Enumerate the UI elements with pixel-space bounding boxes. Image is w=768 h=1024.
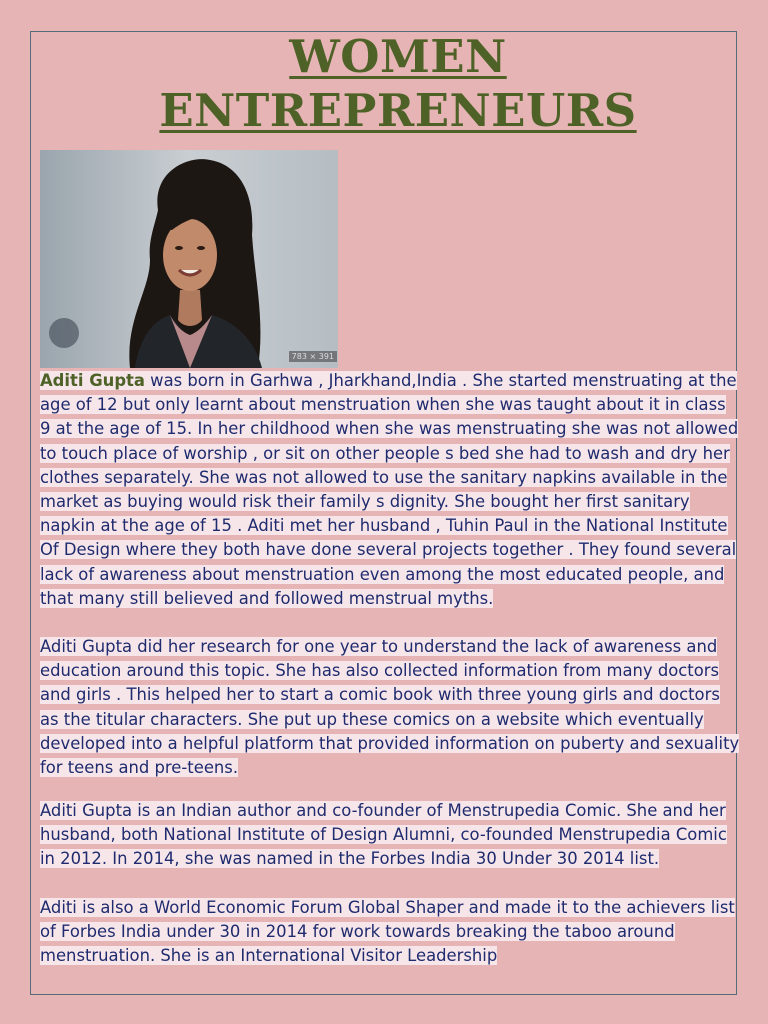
title-line-1: WOMEN — [289, 30, 507, 83]
paragraph-1 — [40, 369, 740, 611]
paragraph-4-text: Aditi is also a World Economic Forum Global Shaper and made it to the achievers list of Forbes India under 30 in 2014 for work towards breaking the taboo around menstruation. She is an International Visitor Leadership — [40, 898, 735, 966]
highlighted-name: Aditi Gupta — [40, 371, 145, 390]
paragraph-3-text: Aditi Gupta is an Indian author and co-founder of Menstrupedia Comic. She and her husband, both National Institute of Design Alumni, co-founded Menstrupedia Comic in 2012. In 2014, she was named in the Forbes India 30 Under 30 2014 list. — [40, 801, 727, 869]
paragraph-2 — [40, 635, 740, 780]
paragraph-2-text: Aditi Gupta did her research for one year to understand the lack of awareness and education around this topic. She has also collected information from many doctors and girls . This helped her to start a comic book with three young girls and doctors as the titular characters. She put up these comics on a website which eventually developed into a helpful platform that provided information on puberty and sexuality for teens and pre-teens. — [40, 637, 740, 778]
portrait-photo — [40, 150, 338, 368]
page-title — [30, 30, 766, 138]
paragraph-3 — [40, 799, 740, 872]
image-search-icon[interactable] — [49, 318, 79, 348]
image-dimension-label: 783 × 391 — [289, 351, 337, 362]
portrait-illustration — [40, 150, 338, 368]
paragraph-4 — [40, 896, 740, 969]
title-line-2: ENTREPRENEURS — [159, 84, 637, 137]
paragraph-1-text: was born in Garhwa , Jharkhand,India . She started menstruating at the age of 12 but only learnt about menstruation when she was taught about it in class 9 at the age of 15. In her childhood when she was menstruating she was not allowed to touch place of worship , or sit on other people s bed she had to wash and dry her clothes separately. She was not allowed to use the sanitary napkins available in the market as buying would risk their family s dignity. She bought her first sanitary napkin at the age of 15 . Aditi met her husband , Tuhin Paul in the National Institute Of Design where they both have done several projects together . They found several lack of awareness about menstruation even among the most educated people, and that many still believed and followed menstrual myths. — [40, 371, 739, 608]
